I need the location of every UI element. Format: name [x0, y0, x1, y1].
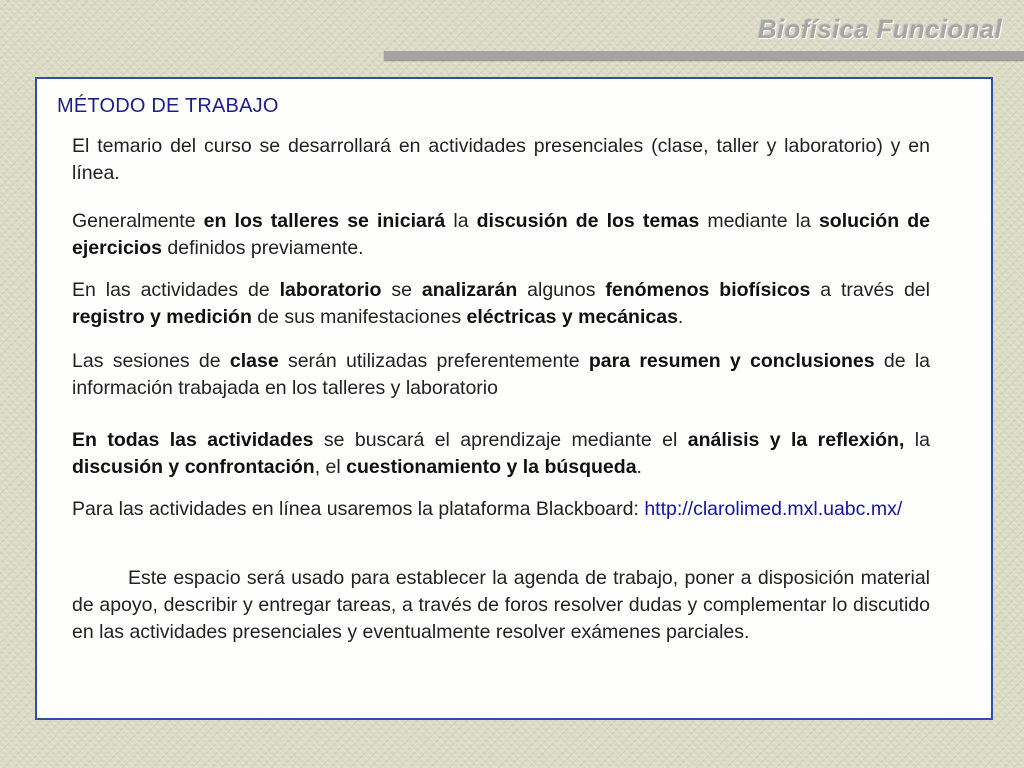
- text-run: Generalmente: [72, 210, 204, 232]
- slide-title: Biofísica Funcional: [757, 14, 1002, 44]
- text-run: algunos: [517, 279, 606, 301]
- section-heading: MÉTODO DE TRABAJO: [57, 95, 279, 117]
- bold-run: fenómenos biofísicos: [605, 279, 811, 301]
- text-run: En las actividades de: [72, 279, 280, 301]
- text-run: definidos previamente.: [161, 237, 364, 259]
- paragraph-laboratorio: [72, 277, 930, 331]
- bold-run: en los talleres se iniciará: [203, 210, 446, 232]
- bold-run: solución de ejercicios: [72, 210, 930, 259]
- text-run: Para las actividades en línea usaremos la plataforma Blackboard:: [72, 498, 645, 520]
- text-run: , el: [314, 456, 347, 478]
- bold-run: En todas las actividades: [72, 429, 314, 451]
- bold-run: registro y medición: [72, 306, 252, 328]
- paragraph-aprendizaje: [72, 427, 930, 481]
- text-run: se buscará el aprendizaje mediante el: [313, 429, 688, 451]
- paragraph-espacio: Este espacio será usado para establecer la agenda de trabajo, poner a disposición material de apoyo, describir y entregar tareas, a través de foros resolver dudas y complementar lo discutido en las actividades presenciales y eventualmente resolver exámenes parciales.: [72, 567, 930, 643]
- text-run: de la información trabajada en los talleres y laboratorio: [72, 350, 930, 399]
- paragraph-talleres: [72, 208, 930, 262]
- text-run: a través del: [810, 279, 930, 301]
- bold-run: discusión y confrontación: [72, 456, 315, 478]
- title-underline-bar: [384, 51, 1024, 60]
- bold-run: análisis y la reflexión,: [687, 429, 905, 451]
- text-run: mediante la: [699, 210, 819, 232]
- paragraph-modalities: El temario del curso se desarrollará en actividades presenciales (clase, taller y laboratorio) y en línea.: [72, 135, 930, 184]
- bold-run: clase: [229, 350, 279, 372]
- text-run: .: [677, 306, 684, 328]
- bold-run: laboratorio: [279, 279, 382, 301]
- text-run: serán utilizadas preferentemente: [278, 350, 589, 372]
- paragraph-en-linea: [72, 496, 930, 523]
- text-run: .: [636, 456, 642, 478]
- paragraph-clase: [72, 348, 930, 402]
- text-run: se: [381, 279, 422, 301]
- bold-run: eléctricas y mecánicas: [466, 306, 678, 328]
- content-box: [35, 77, 993, 720]
- bold-run: discusión de los temas: [476, 210, 700, 232]
- text-run: de sus manifestaciones: [251, 306, 467, 328]
- text-run: la: [904, 429, 930, 451]
- bold-run: analizarán: [421, 279, 518, 301]
- bold-run: para resumen y conclusiones: [588, 350, 875, 372]
- bold-run: cuestionamiento y la búsqueda: [346, 456, 637, 478]
- text-run: la: [445, 210, 477, 232]
- blackboard-link[interactable]: http://clarolimed.mxl.uabc.mx/: [644, 498, 903, 520]
- text-run: Las sesiones de: [72, 350, 230, 372]
